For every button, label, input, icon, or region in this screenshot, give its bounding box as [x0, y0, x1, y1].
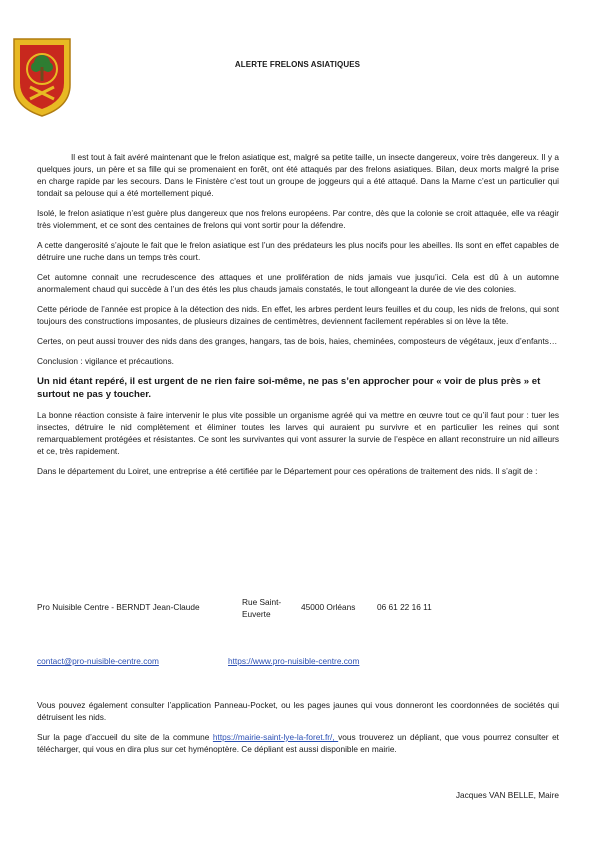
paragraph: Cette période de l’année est propice à la détection des nids. En effet, les arbres perdent leurs feuilles et du coup, les nids de frelons, qui sont toujours des constructions imposantes, de plusieurs dizaines de centimètres, deviennent facilement repérables si on lève la tête. [37, 304, 559, 326]
warning-notice: Un nid étant repéré, il est urgent de ne rien faire soi-même, ne pas s’en approcher pour « voir de plus près » et surtout ne pas y toucher. [37, 376, 541, 400]
footer-text-before-link: Sur la page d’accueil du site de la commune [37, 732, 213, 742]
paragraph: Il est tout à fait avéré maintenant que le frelon asiatique est, malgré sa petite taille, un insecte dangereux, voire très dangereux. Il y a quelques jours, un père et sa fille qui se promenaient en forêt, ont été attaqués par des frelons asiatiques. Bilan, deux morts malgré la prise en charge rapide par les secours. Dans le Finistère c’est tout un groupe de joggeurs qui a été attaqué. Dans la Marne c’est un particulier qui tondait sa pelouse qui a été mortellement piqué. [37, 152, 559, 198]
signature: Jacques VAN BELLE, Maire [455, 790, 559, 800]
footer-paragraph-commune [37, 731, 559, 755]
company-phone: 06 61 22 16 11 [377, 602, 432, 612]
paragraph: Isolé, le frelon asiatique n’est guère plus dangereux que nos frelons européens. Par contre, dès que la colonie se croit attaquée, elle va réagir très violemment, et ce sont des centaines de frelons qui vont sortir pour la défendre. [37, 208, 559, 230]
town-crest-logo [12, 37, 72, 118]
paragraph: A cette dangerosité s’ajoute le fait que le frelon asiatique est l’un des prédateurs les plus nocifs pour les abeilles. Ils sont en effet capables de détruire une ruche dans un temps très court. [37, 240, 559, 262]
paragraph: Certes, on peut aussi trouver des nids dans des granges, hangars, tas de bois, haies, cheminées, composteurs de végétaux, jeux d’enfants… [37, 336, 558, 346]
company-city: 45000 Orléans [301, 602, 356, 612]
paragraph: Dans le département du Loiret, une entreprise a été certifiée par le Département pour ces opérations de traitement des nids. Il s’agit de : [37, 466, 538, 476]
footer-text-after-link: vous trouverez un dépliant, que vous pourrez consulter et télécharger, qui vous en dira plus sur cet hyménoptère. Ce dépliant est aussi disponible en mairie. [37, 732, 559, 754]
website-link[interactable]: https://www.pro-nuisible-centre.com [228, 656, 360, 666]
article-body [37, 151, 559, 485]
paragraph: Conclusion : vigilance et précautions. [37, 356, 174, 366]
paragraph: Cet automne connait une recrudescence des attaques et une prolifération de nids jamais vue jusqu’ici. Cela est dû à un automne anormalement chaud qui succède à l’un des étés les plus chauds jamais constatés, le tout allongeant la durée de vie des colonies. [37, 272, 559, 294]
company-street [242, 596, 281, 620]
footer-paragraph-pocket: Vous pouvez également consulter l’application Panneau-Pocket, ou les pages jaunes qui vous donneront les coordonnées de sociétés qui détruisent les nids. [37, 700, 559, 722]
paragraph: La bonne réaction consiste à faire intervenir le plus vite possible un organisme agréé qui va mettre en œuvre tout ce qu’il faut pour : tuer les insectes, détruire le nid complètement et éliminer toutes les larves qui auraient pu survivre et en particulier les reines qui sont remarquablement protégées et résistantes. Ce sont les survivantes qui vont assurer la survie de l’espèce en allant reconstruire un nid ailleurs et ce, très rapidement. [37, 410, 559, 456]
company-street-line2: Euverte [242, 609, 271, 619]
commune-website-link[interactable]: https://mairie-saint-lye-la-foret.fr/, [212, 732, 339, 742]
footer-text [37, 699, 559, 763]
email-link[interactable]: contact@pro-nuisible-centre.com [37, 656, 159, 666]
company-contact-row [37, 596, 557, 622]
company-name: Pro Nuisible Centre - BERNDT Jean-Claude [37, 602, 200, 612]
company-street-line1: Rue Saint- [242, 597, 282, 607]
page-title: ALERTE FRELONS ASIATIQUES [234, 60, 361, 69]
